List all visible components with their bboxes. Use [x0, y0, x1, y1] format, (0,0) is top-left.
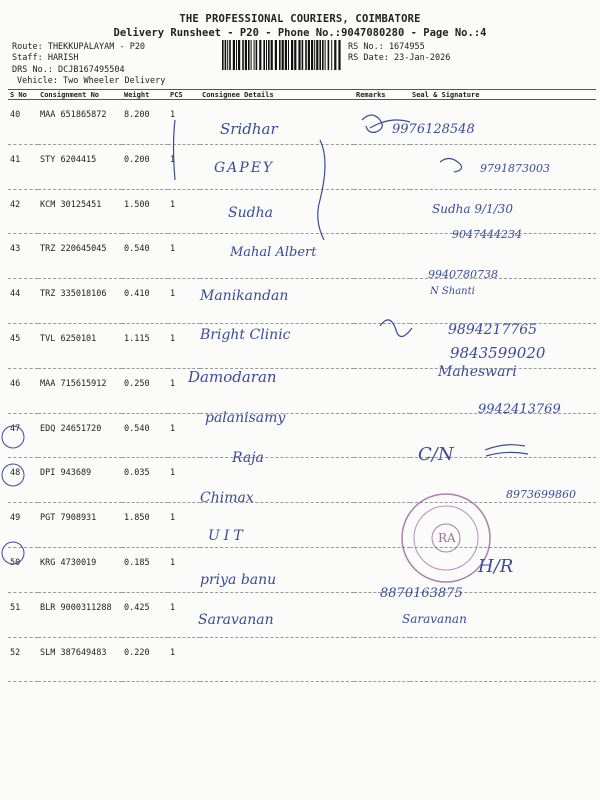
row-consignment-no: TVL 6250101: [38, 323, 122, 368]
row-pcs: 1: [168, 592, 200, 637]
row-remarks: [354, 323, 410, 368]
row-consignment-no: EDQ 24651720: [38, 413, 122, 458]
route-label: Route: THEKKUPALAYAM - P20: [12, 42, 146, 52]
row-pcs: 1: [168, 100, 200, 145]
signature: 8870163875: [380, 586, 463, 601]
row-sno: 52: [8, 637, 38, 682]
barcode-bar: [238, 40, 240, 70]
row-consignment-no: KRG 4730019: [38, 547, 122, 592]
row-weight: 8.200: [122, 100, 168, 145]
row-weight: 1.500: [122, 189, 168, 234]
signature: 9047444234: [452, 228, 522, 241]
row-pcs: 1: [168, 368, 200, 413]
table-row: [8, 279, 596, 324]
row-weight: 0.540: [122, 413, 168, 458]
rs-number: RS No.: 1674955: [348, 42, 425, 52]
row-pcs: 1: [168, 547, 200, 592]
barcode: [222, 40, 342, 70]
hw-name: GAPEY: [214, 160, 275, 176]
row-sno: 44: [8, 279, 38, 324]
col-consignment: Consignment No: [38, 90, 122, 100]
signature: Sudha 9/1/30: [432, 202, 513, 216]
signature: 9942413769: [478, 402, 561, 417]
row-weight: 0.220: [122, 637, 168, 682]
table-row: [8, 503, 596, 548]
vehicle-label: Vehicle: Two Wheeler Delivery: [17, 76, 166, 86]
row-consignment-no: BLR 9000311288: [38, 592, 122, 637]
barcode-bar: [227, 40, 228, 70]
row-sno: 46: [8, 368, 38, 413]
barcode-bar: [222, 40, 224, 70]
barcode-bar: [271, 40, 273, 70]
row-consignee-details: [200, 637, 354, 682]
barcode-bar: [319, 40, 321, 70]
barcode-bar: [311, 40, 313, 70]
table-row: [8, 637, 596, 682]
row-remarks: [354, 368, 410, 413]
drs-number: DRS No.: DCJB167495504: [12, 65, 125, 75]
barcode-bar: [334, 40, 336, 70]
row-pcs: 1: [168, 144, 200, 189]
hw-name: Sudha: [228, 205, 273, 221]
row-weight: 0.185: [122, 547, 168, 592]
barcode-bar: [279, 40, 281, 70]
row-consignment-no: MAA 715615912: [38, 368, 122, 413]
runsheet-table: [8, 89, 596, 682]
barcode-bar: [328, 40, 330, 70]
col-pcs: PCS: [168, 90, 200, 100]
barcode-bar: [259, 40, 261, 70]
barcode-bar: [305, 40, 307, 70]
row-remarks: [354, 637, 410, 682]
signature: H/R: [478, 556, 514, 577]
hw-name: UIT: [208, 528, 247, 544]
barcode-bar: [316, 40, 318, 70]
barcode-bar: [282, 40, 284, 70]
barcode-bar: [285, 40, 287, 70]
barcode-bar: [322, 40, 324, 70]
row-consignment-no: TRZ 335018106: [38, 279, 122, 324]
row-sno: 50: [8, 547, 38, 592]
staff-label: Staff: HARISH: [12, 53, 79, 63]
barcode-bar: [242, 40, 244, 70]
hw-name: Saravanan: [198, 612, 274, 628]
row-weight: 0.035: [122, 458, 168, 503]
col-consignee: Consignee Details: [200, 90, 354, 100]
table-row: [8, 592, 596, 637]
barcode-bar: [325, 40, 326, 70]
signature: 9894217765: [448, 322, 538, 338]
row-sno: 51: [8, 592, 38, 637]
barcode-bar: [331, 40, 332, 70]
hw-name: Sridhar: [220, 120, 278, 138]
hw-name: Manikandan: [200, 288, 289, 304]
barcode-bar: [268, 40, 270, 70]
row-sno: 42: [8, 189, 38, 234]
row-sno: 47: [8, 413, 38, 458]
barcode-bar: [248, 40, 250, 70]
barcode-bar: [245, 40, 247, 70]
row-consignment-no: KCM 30125451: [38, 189, 122, 234]
row-weight: 0.540: [122, 234, 168, 279]
table-row: [8, 413, 596, 458]
signature: Saravanan: [402, 612, 467, 626]
row-pcs: 1: [168, 189, 200, 234]
row-consignment-no: TRZ 220645045: [38, 234, 122, 279]
col-weight: Weight: [122, 90, 168, 100]
row-remarks: [354, 279, 410, 324]
col-seal: Seal & Signature: [410, 90, 596, 100]
row-pcs: 1: [168, 234, 200, 279]
svg-text:RA: RA: [438, 531, 456, 545]
signature: 9791873003: [480, 162, 550, 175]
row-pcs: 1: [168, 279, 200, 324]
signature: C/N: [418, 444, 454, 465]
row-pcs: 1: [168, 637, 200, 682]
barcode-bar: [236, 40, 237, 70]
signature: 8973699860: [506, 488, 576, 501]
signature: 9843599020: [450, 344, 546, 362]
runsheet-title: THE PROFESSIONAL COURIERS, COIMBATORE: [179, 13, 421, 25]
signature: 9976128548: [392, 122, 475, 137]
signature: Maheswari: [438, 364, 517, 380]
barcode-bar: [251, 40, 252, 70]
row-sno: 45: [8, 323, 38, 368]
row-consignment-no: DPI 943689: [38, 458, 122, 503]
hw-name: Damodaran: [188, 368, 277, 386]
barcode-bar: [225, 40, 227, 70]
row-sno: 40: [8, 100, 38, 145]
row-pcs: 1: [168, 323, 200, 368]
row-remarks: [354, 234, 410, 279]
row-pcs: 1: [168, 413, 200, 458]
row-sno: 41: [8, 144, 38, 189]
barcode-bar: [263, 40, 265, 70]
row-weight: 0.410: [122, 279, 168, 324]
barcode-bar: [291, 40, 293, 70]
barcode-bar: [256, 40, 258, 70]
barcode-bar: [302, 40, 304, 70]
col-remarks: Remarks: [354, 90, 410, 100]
runsheet-subtitle: Delivery Runsheet - P20 - Phone No.:9047080280 - Page No.:4: [113, 27, 487, 39]
row-consignment-no: MAA 651865872: [38, 100, 122, 145]
hw-name: Bright Clinic: [200, 327, 291, 343]
barcode-bar: [229, 40, 231, 70]
row-consignee-details: [200, 189, 354, 234]
hw-name: priya banu: [200, 572, 277, 588]
barcode-bar: [275, 40, 277, 70]
row-sno: 43: [8, 234, 38, 279]
barcode-bar: [288, 40, 289, 70]
barcode-bar: [266, 40, 267, 70]
row-remarks: [354, 144, 410, 189]
hw-name: Mahal Albert: [230, 245, 317, 260]
row-consignment-no: SLM 387649483: [38, 637, 122, 682]
table-row: [8, 100, 596, 145]
institution-seal: [400, 492, 492, 584]
row-remarks: [354, 189, 410, 234]
signature: 9940780738: [428, 268, 498, 281]
row-sno: 49: [8, 503, 38, 548]
barcode-bar: [298, 40, 300, 70]
hw-name: Chimax: [200, 490, 254, 506]
row-pcs: 1: [168, 458, 200, 503]
barcode-bar: [308, 40, 310, 70]
hw-name: palanisamy: [205, 410, 286, 426]
row-pcs: 1: [168, 503, 200, 548]
barcode-bar: [338, 40, 340, 70]
barcode-bar: [233, 40, 235, 70]
barcode-bar: [314, 40, 315, 70]
col-sno: S No: [8, 90, 38, 100]
row-weight: 0.425: [122, 592, 168, 637]
row-weight: 0.200: [122, 144, 168, 189]
hw-name: Raja: [232, 450, 264, 466]
row-weight: 1.850: [122, 503, 168, 548]
row-remarks: [354, 413, 410, 458]
barcode-bar: [254, 40, 255, 70]
row-sno: 48: [8, 458, 38, 503]
signature: N Shanti: [430, 286, 475, 297]
row-consignment-no: PGT 7908931: [38, 503, 122, 548]
row-weight: 0.250: [122, 368, 168, 413]
row-weight: 1.115: [122, 323, 168, 368]
row-seal-signature: [410, 637, 596, 682]
row-consignment-no: STY 6204415: [38, 144, 122, 189]
rs-date: RS Date: 23-Jan-2026: [348, 53, 451, 63]
barcode-bar: [294, 40, 296, 70]
